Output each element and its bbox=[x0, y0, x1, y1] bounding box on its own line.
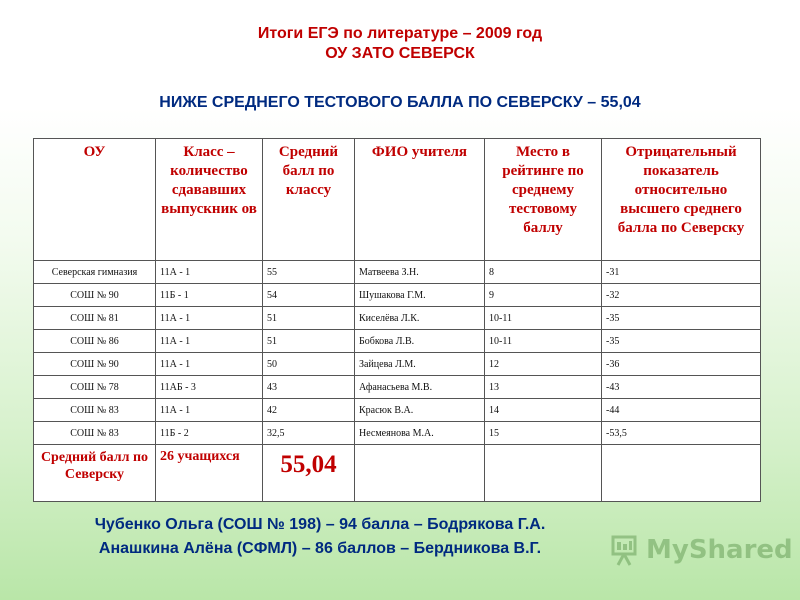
summary-label: Средний балл по Северску bbox=[34, 445, 156, 502]
header-class: Класс – количество сдававших выпускник ов bbox=[156, 139, 263, 261]
title-line-2: ОУ ЗАТО СЕВЕРСК bbox=[325, 45, 475, 62]
table-row bbox=[34, 284, 761, 307]
header-negative-indicator: Отрицательный показатель относительно высшего среднего балла по Северску bbox=[602, 139, 761, 261]
header-school: ОУ bbox=[34, 139, 156, 261]
cell-teacher: Несмеянова М.А. bbox=[355, 422, 485, 445]
cell-school: СОШ № 81 bbox=[34, 307, 156, 330]
cell-negative: -43 bbox=[602, 376, 761, 399]
cell-school: Северская гимназия bbox=[34, 261, 156, 284]
cell-class: 11Б - 1 bbox=[156, 284, 263, 307]
title-line-1: Итоги ЕГЭ по литературе – 2009 год bbox=[257, 25, 543, 42]
cell-rank: 10-11 bbox=[485, 307, 602, 330]
empty-cell bbox=[602, 445, 761, 502]
cell-avg-score: 42 bbox=[263, 399, 355, 422]
cell-school: СОШ № 78 bbox=[34, 376, 156, 399]
table-row bbox=[34, 353, 761, 376]
cell-negative: -36 bbox=[602, 353, 761, 376]
cell-rank: 14 bbox=[485, 399, 602, 422]
watermark bbox=[608, 533, 793, 567]
table-row bbox=[34, 399, 761, 422]
cell-negative: -44 bbox=[602, 399, 761, 422]
cell-school: СОШ № 83 bbox=[34, 399, 156, 422]
header-teacher: ФИО учителя bbox=[355, 139, 485, 261]
cell-avg-score: 43 bbox=[263, 376, 355, 399]
cell-teacher: Бобкова Л.В. bbox=[355, 330, 485, 353]
cell-teacher: Киселёва Л.К. bbox=[355, 307, 485, 330]
cell-avg-score: 32,5 bbox=[263, 422, 355, 445]
cell-class: 11А - 1 bbox=[156, 399, 263, 422]
cell-rank: 13 bbox=[485, 376, 602, 399]
cell-negative: -31 bbox=[602, 261, 761, 284]
cell-negative: -35 bbox=[602, 330, 761, 353]
cell-class: 11Б - 2 bbox=[156, 422, 263, 445]
cell-class: 11А - 1 bbox=[156, 261, 263, 284]
cell-school: СОШ № 83 bbox=[34, 422, 156, 445]
footer-line-1: Чубенко Ольга (СОШ № 198) – 94 балла – Бодрякова Г.А. bbox=[94, 516, 546, 533]
empty-cell bbox=[355, 445, 485, 502]
summary-count: 26 учащихся bbox=[156, 445, 263, 502]
table-row bbox=[34, 376, 761, 399]
cell-negative: -32 bbox=[602, 284, 761, 307]
cell-avg-score: 54 bbox=[263, 284, 355, 307]
cell-teacher: Красюк В.А. bbox=[355, 399, 485, 422]
cell-teacher: Афанасьева М.В. bbox=[355, 376, 485, 399]
cell-rank: 10-11 bbox=[485, 330, 602, 353]
cell-teacher: Шушакова Г.М. bbox=[355, 284, 485, 307]
subtitle: НИЖЕ СРЕДНЕГО ТЕСТОВОГО БАЛЛА ПО СЕВЕРСКУ – 55,04 bbox=[159, 94, 641, 111]
cell-rank: 15 bbox=[485, 422, 602, 445]
summary-value: 55,04 bbox=[263, 445, 355, 502]
table-header-row bbox=[34, 139, 761, 261]
table-row bbox=[34, 261, 761, 284]
cell-teacher: Зайцева Л.М. bbox=[355, 353, 485, 376]
table-row bbox=[34, 422, 761, 445]
presentation-icon bbox=[608, 533, 642, 567]
footer-line-2: Анашкина Алёна (СФМЛ) – 86 баллов – Бердникова В.Г. bbox=[98, 540, 542, 557]
cell-school: СОШ № 90 bbox=[34, 284, 156, 307]
cell-teacher: Матвеева З.Н. bbox=[355, 261, 485, 284]
watermark-text: MyShared bbox=[646, 535, 793, 565]
table-row bbox=[34, 330, 761, 353]
results-table bbox=[33, 138, 761, 502]
cell-class: 11А - 1 bbox=[156, 330, 263, 353]
cell-negative: -53,5 bbox=[602, 422, 761, 445]
header-avg-score: Средний балл по классу bbox=[263, 139, 355, 261]
cell-negative: -35 bbox=[602, 307, 761, 330]
header-rank: Место в рейтинге по среднему тестовому баллу bbox=[485, 139, 602, 261]
cell-school: СОШ № 90 bbox=[34, 353, 156, 376]
cell-rank: 8 bbox=[485, 261, 602, 284]
cell-avg-score: 51 bbox=[263, 307, 355, 330]
table-row bbox=[34, 307, 761, 330]
empty-cell bbox=[485, 445, 602, 502]
cell-school: СОШ № 86 bbox=[34, 330, 156, 353]
summary-row bbox=[34, 445, 761, 502]
cell-class: 11АБ - 3 bbox=[156, 376, 263, 399]
cell-class: 11А - 1 bbox=[156, 353, 263, 376]
cell-avg-score: 55 bbox=[263, 261, 355, 284]
cell-class: 11А - 1 bbox=[156, 307, 263, 330]
cell-avg-score: 51 bbox=[263, 330, 355, 353]
cell-avg-score: 50 bbox=[263, 353, 355, 376]
cell-rank: 9 bbox=[485, 284, 602, 307]
cell-rank: 12 bbox=[485, 353, 602, 376]
